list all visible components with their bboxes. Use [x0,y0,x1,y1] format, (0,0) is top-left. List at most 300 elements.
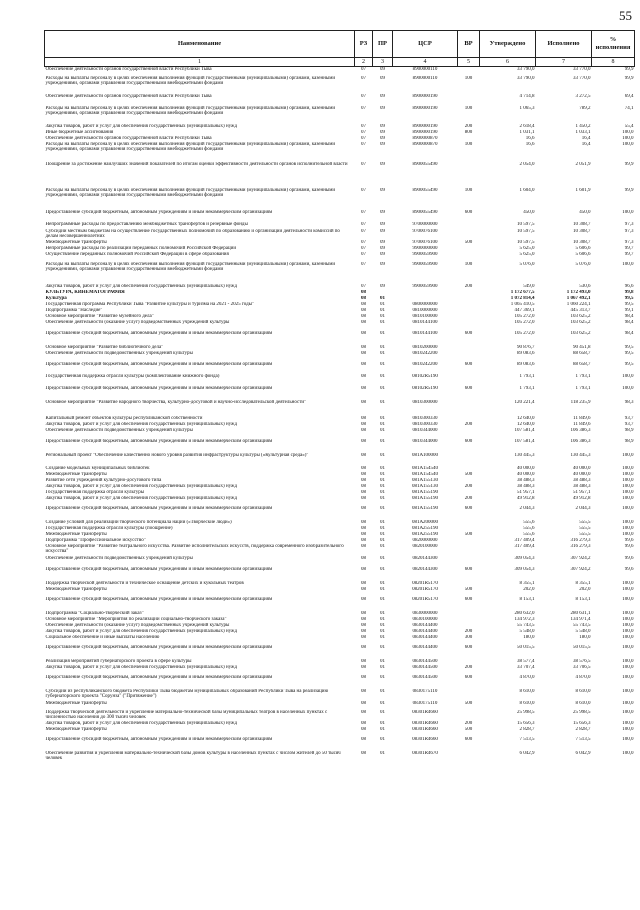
row-pr: 01 [380,330,385,336]
row-pr: 09 [380,228,385,234]
table-row [45,701,635,710]
row-vr: 600 [464,674,473,680]
row-name: Государственная поддержка отрасли культуры (поощрение) [45,525,173,531]
row-rz: 07 [361,209,366,215]
row-percent: 99,6 [624,537,634,543]
row-csr: 08201R5170 [412,580,438,586]
row-approved: 25 998,5 [517,709,535,715]
row-percent: 99,7 [624,251,634,257]
row-csr: 08301R4660 [412,736,438,742]
row-csr: 08301R4660 [412,709,438,715]
row-percent: 99,9 [624,187,634,193]
row-approved: 40 000,0 [517,465,535,471]
row-csr: 9900059900 [412,251,438,257]
row-csr: 9700000000 [412,221,438,227]
row-pr: 01 [380,658,385,664]
row-executed: 530,6 [579,283,591,289]
row-csr: 081A155190 [411,495,439,501]
table-row [45,400,635,416]
row-vr: 200 [464,720,473,726]
row-name: Закупка товаров, работ и услуг для обеспечения государственных (муниципальных) нужд [45,483,238,489]
row-vr [458,320,480,331]
row-rz: 07 [361,141,366,147]
row-pr: 09 [380,161,385,167]
table-row [45,142,635,162]
row-name: Социальное обеспечение и иные выплаты населению [45,634,160,640]
row-executed: 1 067 492,1 [566,295,591,301]
row-name: Поощрение за достижение наилучших значений показателей по итогам оценки эффективности деятельности органов исполнительной власти [45,161,348,167]
row-executed: 40 000,0 [573,471,591,477]
row-csr: 8900000110 [412,67,438,72]
row-executed: 40 000,0 [573,465,591,471]
row-name: Поддержка творческой деятельности и укрепление материально-технической базы муниципальных театров в населенных пунктах с численностью населения до 300 тысяч человек [45,709,328,720]
row-rz: 08 [361,674,366,680]
row-executed: 88 658,7 [573,350,591,356]
row-executed: 38 488,3 [573,483,591,489]
row-approved: 40 000,0 [517,471,535,477]
row-pr: 01 [380,399,385,405]
row-name: Государственная поддержка отрасли культуры (комплектование книжного фонда) [45,373,220,379]
row-rz: 08 [361,586,366,592]
row-approved: 38 488,3 [517,483,535,489]
row-approved: 1 072 814,4 [510,295,535,301]
row-name: Обеспечение деятельности подведомственных учреждений культуры [45,555,193,561]
row-rz: 08 [361,289,366,295]
row-name: Обеспечение деятельности органов государственной власти Республики Тыва [45,67,212,72]
row-pr: 01 [380,596,385,602]
row-approved: 309 054,3 [514,555,535,561]
row-pr: 09 [380,67,385,72]
row-csr: 081A154540 [411,471,439,477]
row-name: Субсидии местным бюджетам на осуществление государственных полномочий по образованию и организации деятельности комиссий по делам несовершеннолетних [45,228,340,239]
row-rz: 07 [361,105,366,111]
row-percent: 100,0 [622,709,634,715]
row-executed: 103 625,2 [570,313,591,319]
row-approved: 549,0 [523,283,535,289]
row-csr: 8900000190 [412,129,438,135]
row-csr: 0830144500 [412,664,438,670]
row-approved: 15 656,3 [517,720,535,726]
row-executed: 8 355,1 [575,580,591,586]
row-csr: 081A100000 [411,452,439,458]
row-name: Культура [45,295,67,301]
row-rz: 08 [361,427,366,433]
row-executed: 10 308,7 [573,239,591,245]
row-pr: 01 [380,726,385,732]
row-pr: 01 [380,415,385,421]
table-row [45,597,635,611]
row-csr: 8900055490 [412,161,438,167]
row-csr: 9900059900 [412,261,438,267]
row-pr: 09 [380,93,385,99]
row-percent: 97,3 [624,221,634,227]
row-name: Закупка товаров, работ и услуг для обеспечения государственных (муниципальных) нужд [45,421,238,427]
row-pr: 01 [380,566,385,572]
table-row [45,374,635,386]
row-name: Реализация мероприятий губернаторского проекта в сфере культуры [45,658,192,664]
row-approved: 8 153,1 [519,596,535,602]
row-vr: 500 [464,531,473,537]
row-rz: 08 [361,301,366,307]
row-executed: 450,0 [579,209,591,215]
table-row [45,320,635,331]
row-pr: 01 [380,644,385,650]
row-csr: 0800000000 [412,301,438,307]
row-approved: 33 790,0 [517,75,535,81]
row-percent: 99,6 [624,543,634,549]
row-percent: 100,0 [622,616,634,622]
row-rz: 08 [361,489,366,495]
row-percent: 99,5 [624,344,634,350]
row-executed: 55 743,5 [573,622,591,628]
row-percent: 99,8 [624,289,634,295]
row-pr: 01 [380,586,385,592]
row-pr: 01 [380,610,385,616]
row-name: Расходы на выплаты персоналу в целях обеспечения выполнения функций государственными (муниципальными) органами, казенными учреждениями, органами управления государственными внебюджетными фондами [45,187,336,198]
row-csr: 0830144400 [412,628,438,634]
row-executed: 316 279,3 [570,537,591,543]
row-approved: 5 625,0 [519,245,535,251]
row-vr: 600 [464,385,473,391]
row-percent: 99,6 [624,555,634,561]
table-row [45,556,635,567]
row-executed: 1 793,1 [575,385,591,391]
row-executed: 33 770,0 [573,75,591,81]
row-csr: 0810144100 [412,330,438,336]
row-executed: 1 060 224,1 [566,301,591,307]
row-name: Основное мероприятие "Мероприятия по реализации социально-творческого заказа" [45,616,227,622]
row-csr: 08301R4670 [412,750,438,756]
row-name: Закупка товаров, работ и услуг для обеспечения государственных (муниципальных) нужд [45,123,238,129]
row-rz: 08 [361,319,366,325]
row-rz: 07 [361,129,366,135]
row-vr: 200 [464,123,473,129]
row-percent: 100,0 [622,129,634,135]
row-percent: 74,1 [624,105,634,111]
row-name: Межбюджетные трансферты [45,239,107,245]
row-pr: 01 [380,385,385,391]
row-pr: 01 [380,471,385,477]
row-rz: 07 [361,93,366,99]
row-percent: 100,0 [622,505,634,511]
row-percent: 100,0 [622,465,634,471]
row-vr: 200 [464,483,473,489]
page-number: 55 [619,8,632,23]
row-percent: 99,5 [624,350,634,356]
row-name: Иные бюджетные ассигнования [45,129,114,135]
row-percent: 97,3 [624,228,634,234]
row-vr: 100 [464,141,473,147]
row-percent: 98,4 [624,330,634,336]
row-vr: 600 [464,505,473,511]
row-percent: 100,0 [622,385,634,391]
row-percent: 100,0 [622,525,634,531]
row-rz: 08 [361,465,366,471]
row-rz: 08 [361,634,366,640]
row-vr: 100 [464,261,473,267]
row-rz: 07 [361,75,366,81]
row-csr: 0830144500 [412,674,438,680]
row-vr: 600 [464,438,473,444]
row-vr [458,162,480,188]
row-approved: 105 272,0 [514,330,535,336]
row-csr: 0820000000 [412,537,438,543]
row-csr: 8900000110 [412,75,438,81]
row-name: Государственная поддержка отрасли культуры [45,489,145,495]
table-row [45,76,635,94]
row-name: Закупка товаров, работ и услуг для обеспечения государственных (муниципальных) нужд [45,495,238,501]
table-row [45,222,635,229]
row-pr: 01 [380,313,385,319]
row-pr: 01 [380,307,385,313]
row-rz: 08 [361,483,366,489]
row-csr: 9900059900 [412,283,438,289]
row-executed: 134 971,4 [570,616,591,622]
header-csr: ЦСР [393,31,458,58]
row-approved: 134 972,3 [514,616,535,622]
column-number: 8 [592,58,635,67]
row-percent: 100,0 [622,471,634,477]
row-percent: 100,0 [622,726,634,732]
row-approved: 8 610,0 [519,688,535,694]
row-pr: 01 [380,525,385,531]
row-rz: 08 [361,313,366,319]
column-number: 2 [355,58,373,67]
row-percent: 100,0 [622,700,634,706]
row-csr: 0810000000 [412,307,438,313]
row-approved: 1 065 410,5 [510,301,535,307]
row-name: Закупка товаров, работ и услуг для обеспечения государственных (муниципальных) нужд [45,628,238,634]
row-rz: 08 [361,307,366,313]
row-executed: 49 912,8 [573,495,591,501]
row-pr: 01 [380,465,385,471]
row-vr [458,453,480,466]
row-approved: 12 640,0 [517,415,535,421]
table-row [45,506,635,520]
row-approved: 317 409,4 [514,537,535,543]
row-csr: 081A155130 [411,477,439,483]
row-csr: 08301R4660 [412,720,438,726]
table-row [45,439,635,453]
row-csr: 9900000000 [412,245,438,251]
row-executed: 16,4 [581,141,591,147]
row-pr: 01 [380,622,385,628]
row-vr: 600 [464,596,473,602]
row-approved: 1 065,3 [519,105,535,111]
row-vr: 500 [464,239,473,245]
row-percent: 100,0 [622,644,634,650]
row-pr: 01 [380,427,385,433]
row-vr: 600 [464,361,473,367]
row-csr: 8900055490 [412,209,438,215]
row-rz: 07 [361,221,366,227]
row-pr: 01 [380,295,385,301]
row-percent: 100,0 [622,489,634,495]
row-rz: 08 [361,373,366,379]
row-rz: 08 [361,658,366,664]
row-executed: 316 279,3 [570,543,591,549]
row-vr [458,544,480,556]
row-pr: 01 [380,616,385,622]
table-row [45,727,635,737]
row-vr [458,751,480,762]
row-approved: 10 597,5 [517,221,535,227]
row-percent: 100,0 [622,674,634,680]
row-executed: 33 706,5 [573,664,591,670]
row-rz: 08 [361,555,366,561]
row-pr: 01 [380,709,385,715]
row-vr: 100 [464,75,473,81]
row-csr: 0810242200 [412,361,438,367]
row-rz: 08 [361,438,366,444]
row-csr: 0810300330 [412,415,438,421]
row-vr: 300 [464,634,473,640]
row-csr: 0830175110 [412,688,438,694]
header-executed: Исполнено [536,31,592,58]
row-percent: 100,0 [622,688,634,694]
row-name: Основное мероприятие "Развитие народного творчества, культурно-досуговой и научно-исследовательской деятельности" [45,399,307,405]
row-executed: 202,0 [579,586,591,592]
row-pr: 01 [380,495,385,501]
row-rz: 08 [361,622,366,628]
row-name: Подпрограмма "Наследие" [45,307,103,313]
row-csr: 8900000870 [412,141,438,147]
row-pr: 01 [380,477,385,483]
table-row [45,737,635,751]
row-csr: 8900000190 [412,93,438,99]
row-name: Основное мероприятие "Развитие театрального искусства. Развитие исполнительских искусств, поддержка современного изобразительного искусства" [45,543,344,554]
row-executed: 15 656,3 [573,720,591,726]
row-name: Обеспечение деятельности (оказание услуг) подведомственных учреждений культуры [45,319,230,325]
row-executed: 307 924,2 [570,566,591,572]
row-executed: 51 957,1 [573,489,591,495]
row-rz: 08 [361,421,366,427]
row-csr: 8900000870 [412,135,438,141]
table-row [45,94,635,106]
row-percent: 100,0 [622,135,634,141]
row-pr: 09 [380,141,385,147]
row-pr: 09 [380,209,385,215]
row-pr: 01 [380,750,385,756]
row-approved: 5 625,0 [519,251,535,257]
row-rz: 08 [361,628,366,634]
row-rz: 08 [361,610,366,616]
row-executed: 11 849,6 [573,421,591,427]
column-number: 5 [458,58,480,67]
row-name: Основное мероприятие "Развитие библиотечного дела" [45,344,164,350]
column-number: 3 [373,58,393,67]
row-name: Предоставление субсидий бюджетным, автономным учреждениям и иным некоммерческим организациям [45,736,273,742]
row-executed: 8 153,1 [575,596,591,602]
row-executed: 5 606,6 [575,245,591,251]
row-percent: 100,0 [622,373,634,379]
row-executed: 106 386,3 [570,438,591,444]
row-csr: 0810344000 [412,438,438,444]
row-rz: 07 [361,123,366,129]
row-approved: 89 083,6 [517,361,535,367]
row-approved: 450,0 [523,209,535,215]
table-row [45,252,635,262]
row-approved: 1 604,0 [519,187,535,193]
row-pr: 01 [380,720,385,726]
row-pr: 09 [380,75,385,81]
row-rz: 08 [361,415,366,421]
row-rz: 08 [361,700,366,706]
row-csr: 0810344000 [412,427,438,433]
row-executed: 2 828,7 [575,726,591,732]
table-row [45,188,635,210]
row-percent: 100,0 [622,580,634,586]
row-executed: 5 548,0 [575,628,591,634]
row-csr: 0810200000 [412,344,438,350]
row-name: Предоставление субсидий бюджетным, автономным учреждениям и иным некоммерческим организациям [45,505,273,511]
row-vr: 800 [464,129,473,135]
row-rz: 07 [361,261,366,267]
row-percent: 100,0 [622,750,634,756]
table-row [45,665,635,675]
row-rz: 07 [361,239,366,245]
table-row [45,210,635,222]
row-vr [458,67,480,76]
row-pr: 09 [380,135,385,141]
row-name: Создание условий для реализации творческого потенциала нации («Творческие люди») [45,519,232,525]
row-percent: 100,0 [622,622,634,628]
row-csr: 081A154540 [411,465,439,471]
row-pr: 01 [380,344,385,350]
row-rz: 08 [361,726,366,732]
row-pr: 01 [380,438,385,444]
row-pr: 01 [380,688,385,694]
row-percent: 100,0 [622,531,634,537]
row-csr: 081A155130 [411,483,439,489]
row-percent: 100,0 [622,483,634,489]
row-executed: 789,2 [579,105,591,111]
row-rz: 08 [361,688,366,694]
row-approved: 89 083,6 [517,350,535,356]
row-approved: 4 714,8 [519,93,535,99]
row-rz: 08 [361,330,366,336]
row-executed: 103 625,2 [570,319,591,325]
row-approved: 2 054,0 [519,161,535,167]
row-name: Предоставление субсидий бюджетным, автономным учреждениям и иным некоммерческим организациям [45,438,273,444]
row-name: Государственная программа Республики Тыва "Развитие культуры и туризма на 2021 - 2025 годы" [45,301,255,307]
row-approved: 180,0 [523,634,535,640]
header-approved: Утверждено [480,31,536,58]
row-name: Развитие сети учреждений культурно-досугового типа [45,477,162,483]
row-executed: 2 044,3 [575,505,591,511]
row-approved: 2 044,3 [519,505,535,511]
row-executed: 555,5 [579,519,591,525]
row-percent: 93,7 [624,421,634,427]
row-rz: 07 [361,161,366,167]
row-vr: 200 [464,628,473,634]
row-csr: 0810144100 [412,319,438,325]
row-pr: 01 [380,489,385,495]
row-csr: 0830144400 [412,622,438,628]
row-name: Подпрограмма "Профессиональное искусство" [45,537,146,543]
row-pr: 01 [380,664,385,670]
row-executed: 88 658,7 [573,361,591,367]
row-csr: 081A155190 [411,489,439,495]
row-approved: 33 707,4 [517,664,535,670]
row-vr: 500 [464,726,473,732]
row-executed: 90 451,8 [573,344,591,350]
row-approved: 90 876,7 [517,344,535,350]
row-pr: 01 [380,301,385,307]
row-executed: 10 308,7 [573,228,591,234]
row-csr: 08301R4660 [412,726,438,732]
row-approved: 105 272,0 [514,313,535,319]
